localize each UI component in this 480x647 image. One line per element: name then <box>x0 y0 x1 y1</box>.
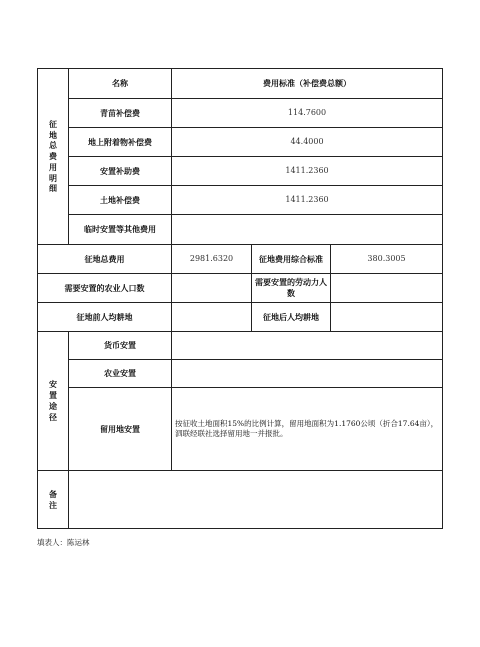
header-row <box>38 69 443 99</box>
item-name: 地上附着物补偿费 <box>69 128 172 157</box>
item-value: 1411.2360 <box>172 186 443 215</box>
farmland-before-label: 征地前人均耕地 <box>38 303 172 332</box>
population-row <box>38 274 443 303</box>
item-name: 临时安置等其他费用 <box>69 215 172 245</box>
agri-resettlement-value <box>172 360 443 388</box>
farmland-after-value <box>331 303 443 332</box>
monetary-resettlement-value <box>172 332 443 360</box>
item-name: 青苗补偿费 <box>69 99 172 128</box>
item-value: 114.7600 <box>172 99 443 128</box>
agri-resettlement-label: 农业安置 <box>69 360 172 388</box>
remarks-section-label: 备 注 <box>38 471 69 529</box>
reserved-land-value: 按征收土地面积15%的比例计算，留用地面积为1.1760公顷（折合17.64亩），泗联经联社选择留用地一并报批。 <box>172 388 443 471</box>
name-column-header: 名称 <box>69 69 172 99</box>
reserved-land-label: 留用地安置 <box>69 388 172 471</box>
reserved-land-row <box>38 388 443 471</box>
remarks-row <box>38 471 443 529</box>
farmland-after-label: 征地后人均耕地 <box>252 303 331 332</box>
land-cost-section-label: 征 地 总 费 用 明 细 <box>38 69 69 245</box>
agri-resettlement-row <box>38 360 443 388</box>
table-row <box>38 186 443 215</box>
composite-standard-label: 征地费用综合标准 <box>252 245 331 274</box>
table-row <box>38 99 443 128</box>
table-row <box>38 215 443 245</box>
standard-column-header: 费用标准（补偿费总额） <box>172 69 443 99</box>
monetary-resettlement-label: 货币安置 <box>69 332 172 360</box>
monetary-resettlement-row <box>38 332 443 360</box>
table-row <box>38 157 443 186</box>
total-cost-label: 征地总费用 <box>38 245 172 274</box>
table-row <box>38 128 443 157</box>
farmland-before-value <box>172 303 252 332</box>
resettlement-section-label: 安 置 途 径 <box>38 332 69 471</box>
item-name: 土地补偿费 <box>69 186 172 215</box>
remarks-value <box>69 471 443 529</box>
total-cost-value: 2981.6320 <box>172 245 252 274</box>
item-value: 44.4000 <box>172 128 443 157</box>
agri-population-label: 需要安置的农业人口数 <box>38 274 172 303</box>
composite-standard-value: 380.3005 <box>331 245 443 274</box>
labor-count-value <box>331 274 443 303</box>
agri-population-value <box>172 274 252 303</box>
land-acquisition-form <box>37 68 443 529</box>
item-value <box>172 215 443 245</box>
total-cost-row <box>38 245 443 274</box>
labor-count-label: 需要安置的劳动力人数 <box>252 274 331 303</box>
item-name: 安置补助费 <box>69 157 172 186</box>
farmland-row <box>38 303 443 332</box>
form-filler-note: 填表人：陈运林 <box>37 538 90 547</box>
item-value: 1411.2360 <box>172 157 443 186</box>
